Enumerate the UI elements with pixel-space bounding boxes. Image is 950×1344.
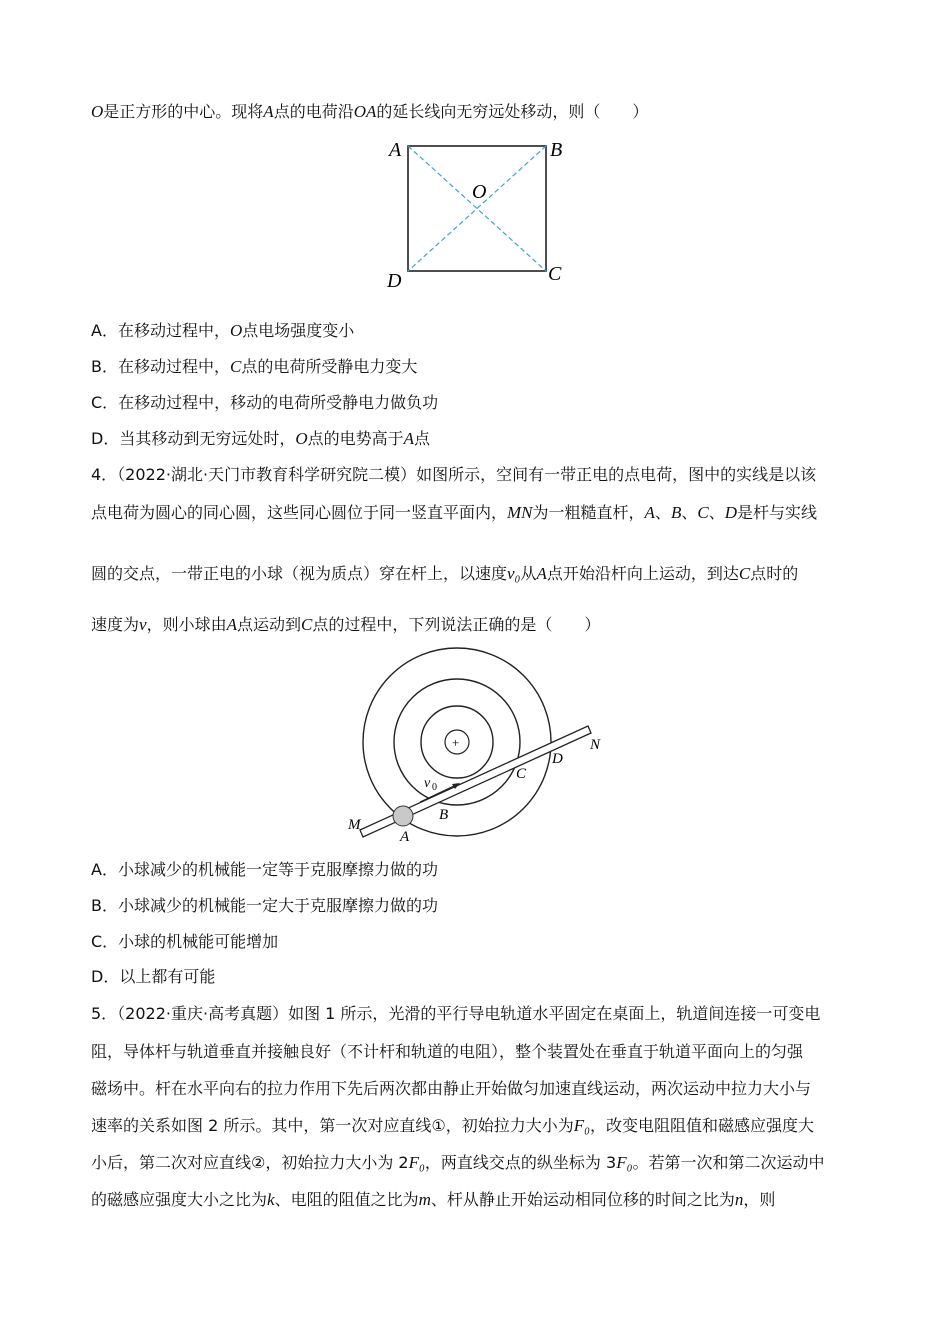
label-d: D (387, 270, 402, 292)
text-segment: 为一粗糙直杆， (532, 503, 645, 522)
q4-option-c (91, 931, 278, 953)
text-segment: 、电阻的阻值之比为 (274, 1190, 419, 1209)
label-b: B (550, 139, 563, 161)
q4-stem-line-3 (91, 563, 798, 585)
text-segment: C．在移动过程中，移动的电荷所受静电力做负功 (91, 393, 439, 412)
text-segment: 磁场中。杆在水平向右的拉力作用下先后两次都由静止开始做匀加速直线运动，两次运动中拉力大小与 (91, 1079, 812, 1098)
text-segment: 、 (681, 503, 698, 522)
math-variable: MN (507, 503, 533, 522)
text-segment: 4．（2022·湖北·天门市教育科学研究院二模）如图所示，空间有一带正电的点电荷，图中的实线是以该 (91, 465, 817, 484)
text-segment: A．小球减少的机械能一定等于克服摩擦力做的功 (91, 860, 438, 879)
text-segment: 是正方形的中心。现将 (103, 102, 264, 121)
text-segment: 圆的交点，一带正电的小球（视为质点）穿在杆上，以速度 (91, 564, 508, 583)
math-variable: F₀ (616, 1153, 633, 1172)
q3-option-b (91, 356, 417, 378)
q3-option-d (91, 428, 430, 450)
label-a: A (389, 139, 402, 161)
q3-option-a (91, 320, 354, 342)
math-variable: D (724, 503, 737, 522)
math-variable: A (263, 102, 274, 121)
q5-stem-line-5 (91, 1152, 825, 1174)
text-segment: D．以上都有可能 (91, 967, 216, 986)
text-segment: ，改变电阻阻值和磁感应强度大 (590, 1116, 815, 1135)
text-segment: 是杆与实线 (736, 503, 817, 522)
math-variable: k (267, 1190, 275, 1209)
text-segment: 。若第一次和第二次运动中 (632, 1153, 825, 1172)
label-m: M (348, 817, 361, 833)
q4-option-a (91, 859, 438, 881)
math-variable: C (229, 357, 242, 376)
math-variable: B (670, 503, 682, 522)
text-segment: 小后，第二次对应直线②，初始拉力大小为 2 (91, 1153, 409, 1172)
math-variable: A (226, 615, 237, 634)
text-segment: 点的电荷沿 (273, 102, 354, 121)
math-variable: OA (353, 102, 377, 121)
q4-stem-line-2 (91, 502, 817, 524)
text-segment: ，则小球由 (146, 615, 227, 634)
label-o: O (472, 181, 487, 203)
q4-stem-line-4 (91, 614, 600, 636)
math-variable: v₀ (507, 564, 521, 583)
math-variable: C (300, 615, 313, 634)
label-c: C (548, 263, 562, 285)
math-variable: O (229, 321, 243, 340)
math-variable: m (418, 1190, 431, 1209)
math-variable: F₀ (573, 1116, 590, 1135)
q4-stem-line-1 (91, 464, 816, 486)
label-a: A (400, 829, 410, 845)
q5-stem-line-6 (91, 1189, 775, 1211)
math-variable: F₀ (408, 1153, 425, 1172)
text-segment: C．小球的机械能可能增加 (91, 932, 279, 951)
text-segment: 点运动到 (236, 615, 301, 634)
math-variable: C (697, 503, 709, 522)
text-segment: 点电场强度变小 (242, 321, 355, 340)
text-segment: 阻，导体杆与轨道垂直并接触良好（不计杆和轨道的电阻），整个装置处在垂直于轨道平面向上的匀强 (91, 1042, 804, 1061)
q5-stem-line-2 (91, 1041, 803, 1063)
text-segment: 、杆从静止开始运动相同位移的时间之比为 (430, 1190, 735, 1209)
math-variable: v (139, 615, 147, 634)
math-variable: A (536, 564, 547, 583)
text-segment: 速率的关系如图 2 所示。其中，第一次对应直线①，初始拉力大小为 (91, 1116, 574, 1135)
text-segment: 点电荷为圆心的同心圆，这些同心圆位于同一竖直平面内， (91, 503, 508, 522)
text-segment: 、 (708, 503, 725, 522)
text-segment: 速度为 (91, 615, 140, 634)
text-segment: 的延长线向无穷远处移动，则（ ） (376, 102, 649, 121)
q3-stem (91, 101, 648, 123)
label-n: N (590, 737, 601, 753)
text-segment: 点的电势高于 (307, 429, 404, 448)
q4-option-d (91, 966, 215, 988)
text-segment: 点的电荷所受静电力变大 (241, 357, 418, 376)
label-c: C (516, 766, 527, 782)
q5-stem-line-4 (91, 1115, 814, 1137)
text-segment: 点 (414, 429, 431, 448)
text-segment: ，则 (743, 1190, 776, 1209)
label-v0: v (424, 776, 431, 791)
text-segment: A．在移动过程中， (91, 321, 230, 340)
text-segment: 的磁感应强度大小之比为 (91, 1190, 268, 1209)
math-variable: O (295, 429, 308, 448)
text-segment: B．小球减少的机械能一定大于克服摩擦力做的功 (91, 896, 438, 915)
text-segment: 点开始沿杆向上运动，到达 (546, 564, 739, 583)
text-segment: 、 (654, 503, 671, 522)
text-segment: 5．（2022·重庆·高考真题）如图 1 所示，光滑的平行导电轨道水平固定在桌面上，轨道间连接一可变电 (91, 1004, 821, 1023)
text-segment: B．在移动过程中， (91, 357, 230, 376)
math-variable: n (734, 1190, 744, 1209)
q3-option-c (91, 392, 438, 414)
label-v0-subscript: 0 (432, 782, 437, 793)
math-variable: C (738, 564, 751, 583)
q4-option-b (91, 895, 438, 917)
label-d: D (552, 751, 563, 767)
math-variable: A (403, 429, 415, 448)
label-b: B (439, 807, 449, 823)
square-diagram (380, 134, 580, 294)
text-segment: 点的过程中，下列说法正确的是（ ） (312, 615, 601, 634)
text-segment: ，两直线交点的纵坐标为 3 (424, 1153, 617, 1172)
q5-stem-line-1 (91, 1003, 820, 1025)
q5-stem-line-3 (91, 1078, 811, 1100)
text-segment: 从 (520, 564, 537, 583)
concentric-circles-diagram (340, 647, 620, 847)
math-variable: A (644, 503, 655, 522)
text-segment: 点时的 (750, 564, 799, 583)
ball (393, 806, 413, 826)
math-variable: O (91, 102, 104, 121)
plus-sign: + (452, 735, 460, 750)
text-segment: D．当其移动到无穷远处时， (91, 429, 296, 448)
